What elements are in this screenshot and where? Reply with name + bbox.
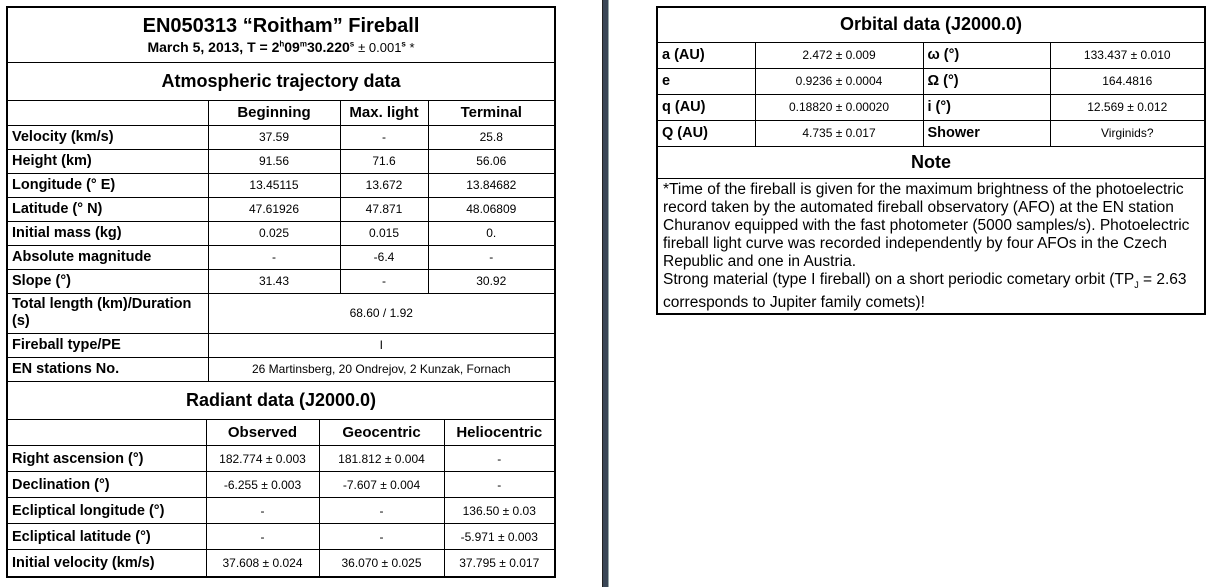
fireball-title — [8, 8, 554, 62]
col-heliocentric: Heliocentric — [444, 420, 554, 446]
table-row — [8, 125, 554, 149]
table-row — [8, 197, 554, 221]
cell-value: 13.84682 — [428, 173, 554, 197]
trajectory-table — [8, 8, 554, 381]
cell-value: - — [340, 125, 428, 149]
cell-value: - — [208, 245, 340, 269]
row-label: Absolute magnitude — [8, 245, 208, 269]
table-row — [8, 357, 554, 381]
cell-value: -7.607 ± 0.004 — [319, 472, 444, 498]
row-label: Latitude (° N) — [8, 197, 208, 221]
table-row — [8, 446, 554, 472]
param-value: 0.9236 ± 0.0004 — [755, 68, 923, 94]
cell-value: 37.795 ± 0.017 — [444, 550, 554, 576]
param-label: e — [658, 68, 755, 94]
param-label: i (°) — [923, 94, 1050, 120]
cell-value: -5.971 ± 0.003 — [444, 524, 554, 550]
row-label: Initial velocity (km/s) — [8, 550, 206, 576]
note-paragraph-2a: Strong material (type I fireball) on a short periodic cometary orbit (TP — [663, 270, 1135, 288]
table-row — [8, 333, 554, 357]
param-label: Shower — [923, 120, 1050, 146]
param-value: 133.437 ± 0.010 — [1050, 42, 1204, 68]
cell-value: 47.61926 — [208, 197, 340, 221]
total-length-label: Total length (km)/Duration (s) — [8, 293, 208, 333]
fireball-data-panel — [6, 6, 556, 578]
table-row — [658, 68, 1204, 94]
cell-value: - — [444, 472, 554, 498]
date-prefix: March 5, 2013, T = 2 — [147, 39, 280, 56]
total-length-value: 68.60 / 1.92 — [208, 293, 554, 333]
table-row — [8, 221, 554, 245]
table-row — [8, 269, 554, 293]
table-row — [8, 293, 554, 333]
note-subscript: J — [1134, 279, 1139, 290]
cell-value: 182.774 ± 0.003 — [206, 446, 319, 472]
param-label: a (AU) — [658, 42, 755, 68]
param-value: 0.18820 ± 0.00020 — [755, 94, 923, 120]
cell-value: -6.255 ± 0.003 — [206, 472, 319, 498]
cell-value: 30.92 — [428, 269, 554, 293]
stations-value: 26 Martinsberg, 20 Ondrejov, 2 Kunzak, Fornach — [208, 357, 554, 381]
stations-label: EN stations No. — [8, 357, 208, 381]
second-unit-2: s — [401, 39, 406, 49]
table-row — [8, 472, 554, 498]
row-label: Initial mass (kg) — [8, 221, 208, 245]
trajectory-heading: Atmospheric trajectory data — [8, 62, 554, 100]
table-row — [8, 550, 554, 576]
cell-value: 181.812 ± 0.004 — [319, 446, 444, 472]
fireball-name: EN050313 “Roitham” Fireball — [142, 15, 420, 38]
param-label: ω (°) — [923, 42, 1050, 68]
row-label: Slope (°) — [8, 269, 208, 293]
cell-value: - — [206, 498, 319, 524]
hour-unit: h — [279, 39, 285, 49]
cell-value: 136.50 ± 0.03 — [444, 498, 554, 524]
param-label: q (AU) — [658, 94, 755, 120]
table-row — [8, 245, 554, 269]
radiant-table — [8, 381, 554, 576]
table-row — [658, 42, 1204, 68]
cell-value: -6.4 — [340, 245, 428, 269]
cell-value: - — [444, 446, 554, 472]
fireball-date-time — [12, 38, 550, 57]
cell-value: - — [428, 245, 554, 269]
fireball-type-label: Fireball type/PE — [8, 333, 208, 357]
cell-value: 31.43 — [208, 269, 340, 293]
table-row — [8, 149, 554, 173]
note-heading: Note — [658, 146, 1204, 178]
cell-value: 0. — [428, 221, 554, 245]
col-geocentric: Geocentric — [319, 420, 444, 446]
cell-value: - — [206, 524, 319, 550]
cell-value: 47.871 — [340, 197, 428, 221]
table-row — [8, 498, 554, 524]
param-value: 2.472 ± 0.009 — [755, 42, 923, 68]
cell-value: 71.6 — [340, 149, 428, 173]
cell-value: - — [319, 498, 444, 524]
param-value: 12.569 ± 0.012 — [1050, 94, 1204, 120]
time-uncertainty: ± 0.001 — [358, 40, 402, 56]
cell-value: 37.59 — [208, 125, 340, 149]
cell-value: - — [340, 269, 428, 293]
table-row — [8, 173, 554, 197]
page-separator — [602, 0, 609, 587]
cell-value: 36.070 ± 0.025 — [319, 550, 444, 576]
param-value: 4.735 ± 0.017 — [755, 120, 923, 146]
cell-value: 37.608 ± 0.024 — [206, 550, 319, 576]
radiant-heading: Radiant data (J2000.0) — [8, 382, 554, 420]
note-paragraph-2b: = 2.63 corresponds to Jupiter family comets)! — [663, 270, 1187, 311]
col-beginning: Beginning — [208, 100, 340, 125]
param-label: Q (AU) — [658, 120, 755, 146]
seconds: 30.220 — [306, 39, 350, 56]
cell-value: 13.45115 — [208, 173, 340, 197]
col-terminal: Terminal — [428, 100, 554, 125]
note-body — [658, 178, 1204, 313]
orbital-heading: Orbital data (J2000.0) — [658, 8, 1204, 42]
param-label: Ω (°) — [923, 68, 1050, 94]
empty-header-cell — [8, 420, 206, 446]
second-unit: s — [349, 39, 355, 49]
table-row — [658, 120, 1204, 146]
cell-value: 48.06809 — [428, 197, 554, 221]
cell-value: - — [319, 524, 444, 550]
orbital-table — [658, 8, 1204, 313]
fireball-type-value: I — [208, 333, 554, 357]
row-label: Right ascension (°) — [8, 446, 206, 472]
row-label: Ecliptical longitude (°) — [8, 498, 206, 524]
param-value: 164.4816 — [1050, 68, 1204, 94]
minutes: 09 — [284, 39, 300, 56]
cell-value: 25.8 — [428, 125, 554, 149]
cell-value: 91.56 — [208, 149, 340, 173]
note-paragraph-1: *Time of the fireball is given for the maximum brightness of the photoelectric record taken by the automated fireball observatory (AFO) at the EN station Churanov equipped with the fast photometer (5000 samples/s). Photoelectric fireball light curve was recorded independently by four AFOs in the Czech Republic and one in Austria. — [663, 180, 1190, 270]
empty-header-cell — [8, 100, 208, 125]
table-row — [8, 524, 554, 550]
row-label: Velocity (km/s) — [8, 125, 208, 149]
minute-unit: m — [299, 39, 307, 49]
row-label: Ecliptical latitude (°) — [8, 524, 206, 550]
param-value: Virginids? — [1050, 120, 1204, 146]
row-label: Longitude (° E) — [8, 173, 208, 197]
table-row — [658, 94, 1204, 120]
cell-value: 0.015 — [340, 221, 428, 245]
footnote-star: * — [405, 40, 415, 56]
row-label: Height (km) — [8, 149, 208, 173]
cell-value: 0.025 — [208, 221, 340, 245]
cell-value: 56.06 — [428, 149, 554, 173]
row-label: Declination (°) — [8, 472, 206, 498]
col-max-light: Max. light — [340, 100, 428, 125]
cell-value: 13.672 — [340, 173, 428, 197]
orbital-data-panel — [656, 6, 1206, 315]
col-observed: Observed — [206, 420, 319, 446]
